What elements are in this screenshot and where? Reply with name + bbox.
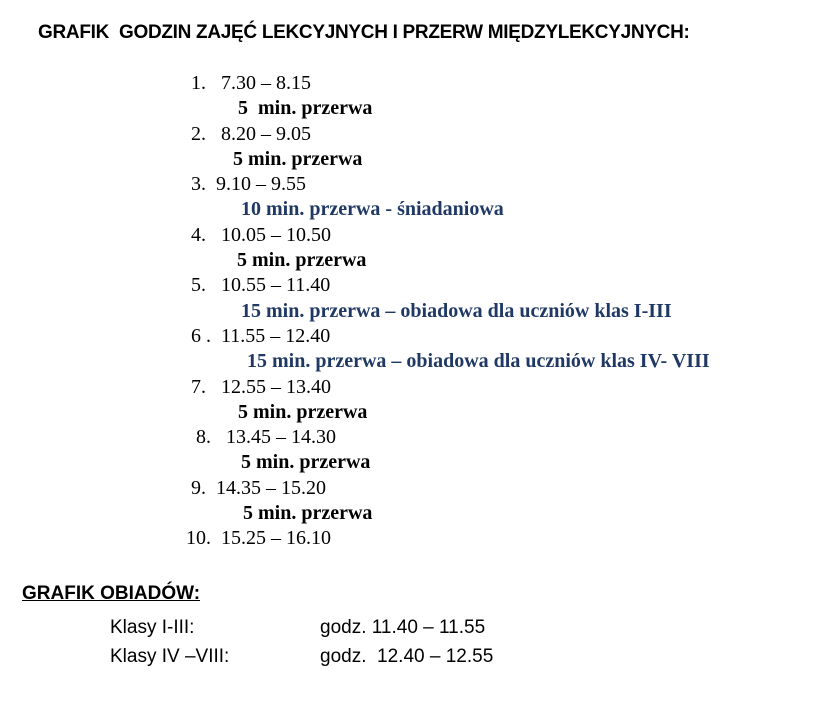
page-title: GRAFIK GODZIN ZAJĘĆ LEKCYJNYCH I PRZERW MIĘDZYLEKCYJNYCH:: [38, 22, 690, 43]
lesson-schedule-list: [186, 71, 710, 552]
break-line: 15 min. przerwa – obiadowa dla uczniów klas I-III: [241, 299, 672, 322]
lesson-line: 1. 7.30 – 8.15: [186, 72, 311, 94]
lunch-heading: GRAFIK OBIADÓW:: [22, 583, 201, 604]
break-line: 5 min. przerwa: [233, 147, 363, 170]
break-line: 5 min. przerwa: [238, 97, 373, 120]
lunch-row: [110, 642, 493, 671]
lesson-line: 10. 15.25 – 16.10: [186, 527, 331, 550]
lesson-line: 2. 8.20 – 9.05: [186, 122, 311, 145]
lesson-line: 3. 9.10 – 9.55: [186, 173, 306, 196]
break-line: 5 min. przerwa: [237, 249, 367, 272]
break-line: 5 min. przerwa: [241, 451, 371, 474]
lunch-row-time: godz. 11.40 – 11.55: [320, 617, 486, 638]
lesson-line: 9. 14.35 – 15.20: [186, 476, 326, 499]
lesson-line: 5. 10.55 – 11.40: [186, 274, 331, 297]
lunch-row-label: Klasy IV –VIII:: [110, 646, 230, 667]
lesson-line: 8. 13.45 – 14.30: [186, 426, 336, 449]
lunch-rows: [22, 613, 493, 671]
break-line: 10 min. przerwa - śniadaniowa: [241, 198, 504, 221]
lunch-section: [22, 583, 493, 671]
lunch-row-time: godz. 12.40 – 12.55: [320, 646, 494, 667]
lunch-row-label: Klasy I-III:: [110, 617, 195, 638]
lunch-row: [110, 613, 493, 642]
lesson-line: 4. 10.05 – 10.50: [186, 223, 331, 246]
break-line: 15 min. przerwa – obiadowa dla uczniów klas IV- VIII: [247, 350, 710, 373]
break-line: 5 min. przerwa: [238, 400, 368, 423]
lesson-line: 7. 12.55 – 13.40: [186, 375, 331, 398]
break-line: 5 min. przerwa: [243, 502, 373, 525]
lesson-line: 6 . 11.55 – 12.40: [186, 324, 331, 347]
